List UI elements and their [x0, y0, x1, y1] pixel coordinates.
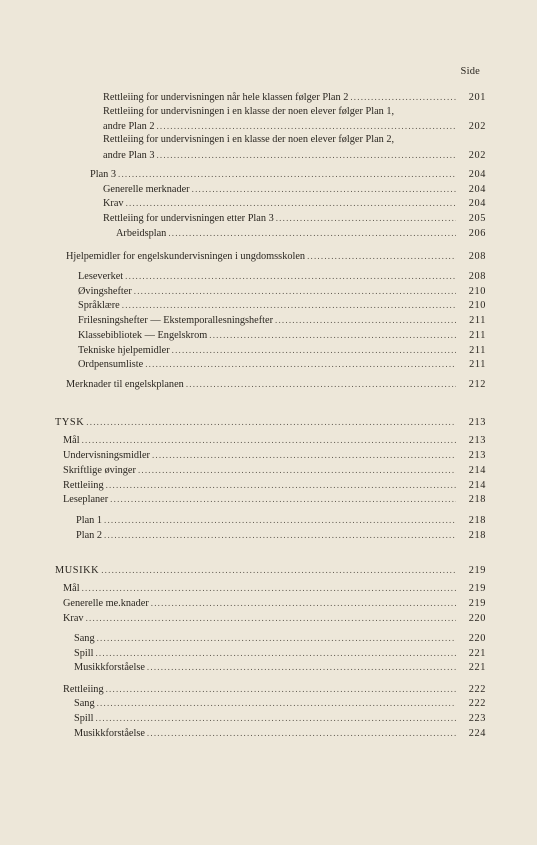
toc-entry-page: 221	[468, 648, 486, 659]
toc-entry-page: 220	[468, 633, 486, 644]
toc-entry-line: Rettleiing for undervisningen i en klasse der noen elever følger Plan 2,	[103, 134, 395, 145]
toc-entry-label: Plan 2	[76, 530, 103, 541]
toc-entry-label: Hjelpemidler for engelskundervisningen i ungdomsskolen	[66, 251, 306, 262]
toc-leader	[275, 314, 456, 326]
toc-entry	[66, 378, 486, 391]
toc-entry-page: 211	[469, 330, 486, 341]
toc-leader	[118, 168, 456, 180]
toc-entry-label: Klassebibliotek — Engelskrom	[78, 330, 208, 341]
toc-entry	[116, 227, 486, 240]
toc-entry	[74, 632, 486, 645]
toc-entry-page: 220	[468, 613, 486, 624]
toc-entry-page: 211	[469, 345, 486, 356]
toc-entry	[74, 647, 486, 660]
toc-entry-label: Mål	[63, 583, 80, 594]
toc-leader	[126, 197, 456, 209]
toc-entry	[78, 270, 486, 283]
toc-entry	[66, 250, 486, 263]
toc-entry-label: Språklære	[78, 300, 120, 311]
toc-leader	[95, 712, 456, 724]
toc-entry-label: Krav	[63, 613, 84, 624]
toc-leader	[86, 612, 456, 624]
toc-entry-page: 202	[468, 121, 486, 132]
toc-entry-label: Leseplaner	[63, 494, 109, 505]
toc-entry-label: andre Plan 3	[103, 150, 155, 161]
toc-leader	[122, 299, 456, 311]
toc-entry	[63, 597, 486, 610]
toc-leader	[209, 329, 456, 341]
toc-entry-label: Sang	[74, 698, 95, 709]
toc-section-label: MUSIKK	[55, 565, 100, 576]
toc-entry-label: Frilesningshefter — Ekstemporallesningshefter	[78, 315, 274, 326]
toc-entry	[78, 285, 486, 298]
toc-leader	[97, 697, 456, 709]
toc-entry-page: 204	[468, 169, 486, 180]
toc-entry-page: 224	[468, 728, 486, 739]
toc-entry-page: 218	[468, 530, 486, 541]
toc-entry-page: 222	[468, 698, 486, 709]
toc-entry	[90, 168, 486, 181]
page-column-header: Side	[460, 66, 480, 77]
toc-leader	[86, 416, 456, 428]
toc-entry-page: 218	[468, 515, 486, 526]
toc-entry	[103, 197, 486, 210]
toc-entry-label: Øvingshefter	[78, 286, 132, 297]
toc-entry-line: Rettleiing for undervisningen i en klasse der noen elever følger Plan 1,	[103, 106, 395, 117]
toc-leader	[186, 378, 456, 390]
toc-entry	[63, 434, 486, 447]
toc-entry	[103, 212, 486, 225]
toc-entry	[103, 149, 486, 162]
toc-entry-label: Tekniske hjelpemidler	[78, 345, 170, 356]
toc-leader	[168, 227, 456, 239]
toc-leader	[145, 358, 456, 370]
toc-entry-label: andre Plan 2	[103, 121, 155, 132]
toc-section-tysk	[55, 416, 486, 429]
toc-entry-page: 204	[468, 184, 486, 195]
toc-entry-page: 208	[468, 271, 486, 282]
toc-entry-page: 202	[468, 150, 486, 161]
toc-entry-page: 222	[468, 684, 486, 695]
toc-entry	[78, 314, 486, 327]
toc-entry-label: Rettleiing for undervisningen når hele klassen følger Plan 2	[103, 92, 349, 103]
toc-entry-label: Krav	[103, 198, 124, 209]
toc-entry	[76, 514, 486, 527]
toc-entry-page: 214	[468, 465, 486, 476]
toc-leader	[110, 493, 456, 505]
toc-entry-label: Rettleiing	[63, 480, 104, 491]
toc-leader	[192, 183, 456, 195]
toc-entry	[74, 727, 486, 740]
toc-leader	[147, 727, 456, 739]
toc-leader	[106, 683, 456, 695]
toc-entry-page: 208	[468, 251, 486, 262]
toc-entry-page: 221	[468, 662, 486, 673]
toc-entry	[63, 582, 486, 595]
toc-entry-page: 219	[468, 598, 486, 609]
toc-entry	[74, 697, 486, 710]
toc-entry-page: 223	[468, 713, 486, 724]
toc-leader	[276, 212, 456, 224]
toc-entry-page: 219	[468, 565, 486, 576]
toc-entry-label: Mål	[63, 435, 80, 446]
toc-entry-label: Leseverket	[78, 271, 124, 282]
toc-section-musikk	[55, 564, 486, 577]
toc-entry	[78, 358, 486, 371]
toc-entry-page: 213	[468, 435, 486, 446]
toc-entry-label: Sang	[74, 633, 95, 644]
toc-entry-page: 206	[468, 228, 486, 239]
toc-entry	[63, 683, 486, 696]
toc-leader	[104, 514, 456, 526]
toc-leader	[147, 661, 456, 673]
toc-entry	[78, 299, 486, 312]
toc-entry	[103, 183, 486, 196]
toc-entry-page: 213	[468, 450, 486, 461]
toc-leader	[156, 149, 456, 161]
toc-entry	[63, 493, 486, 506]
toc-entry-label: Musikkforståelse	[74, 662, 145, 673]
toc-entry	[76, 529, 486, 542]
toc-entry-page: 213	[468, 417, 486, 428]
toc-leader	[172, 344, 456, 356]
toc-leader	[138, 464, 456, 476]
toc-entry-page: 211	[469, 315, 486, 326]
toc-leader	[350, 91, 456, 103]
toc-leader	[101, 564, 456, 576]
toc-entry-label: Spill	[74, 648, 94, 659]
toc-entry-page: 211	[469, 359, 486, 370]
toc-section-label: TYSK	[55, 417, 85, 428]
toc-entry	[78, 329, 486, 342]
toc-entry	[63, 479, 486, 492]
toc-entry-label: Skriftlige øvinger	[63, 465, 136, 476]
toc-entry	[74, 661, 486, 674]
toc-entry-label: Generelle merknader	[103, 184, 190, 195]
toc-entry-page: 218	[468, 494, 486, 505]
toc-entry-label: Rettleiing for undervisningen etter Plan 3	[103, 213, 274, 224]
toc-entry-page: 210	[468, 300, 486, 311]
toc-entry-label: Rettleiing	[63, 684, 104, 695]
toc-leader	[104, 529, 456, 541]
toc-entry-page: 205	[468, 213, 486, 224]
toc-entry-label: Ordpensumliste	[78, 359, 144, 370]
toc-entry-page: 219	[468, 583, 486, 594]
toc-leader	[307, 250, 456, 262]
toc-leader	[125, 270, 456, 282]
toc-entry-page: 212	[468, 379, 486, 390]
toc-entry-label: Plan 3	[90, 169, 117, 180]
toc-entry	[103, 120, 486, 133]
toc-leader	[82, 582, 456, 594]
toc-entry	[63, 464, 486, 477]
toc-entry-label: Arbeidsplan	[116, 228, 167, 239]
toc-entry	[63, 612, 486, 625]
toc-leader	[82, 434, 456, 446]
toc-entry-page: 214	[468, 480, 486, 491]
toc-entry-label: Musikkforståelse	[74, 728, 145, 739]
toc-entry	[78, 344, 486, 357]
toc-leader	[97, 632, 456, 644]
toc-entry-label: Merknader til engelskplanen	[66, 379, 184, 390]
toc-entry-label: Spill	[74, 713, 94, 724]
toc-leader	[151, 597, 456, 609]
toc-leader	[156, 120, 456, 132]
toc-entry-page: 204	[468, 198, 486, 209]
toc-entry	[63, 449, 486, 462]
toc-entry	[74, 712, 486, 725]
toc-leader	[106, 479, 456, 491]
toc-entry-label: Undervisningsmidler	[63, 450, 150, 461]
toc-entry-label: Generelle me.knader	[63, 598, 149, 609]
toc-entry-page: 201	[468, 92, 486, 103]
toc-entry-page: 210	[468, 286, 486, 297]
toc-leader	[152, 449, 456, 461]
toc-entry	[103, 91, 486, 104]
toc-leader	[95, 647, 456, 659]
toc-leader	[134, 285, 456, 297]
toc-entry-label: Plan 1	[76, 515, 103, 526]
